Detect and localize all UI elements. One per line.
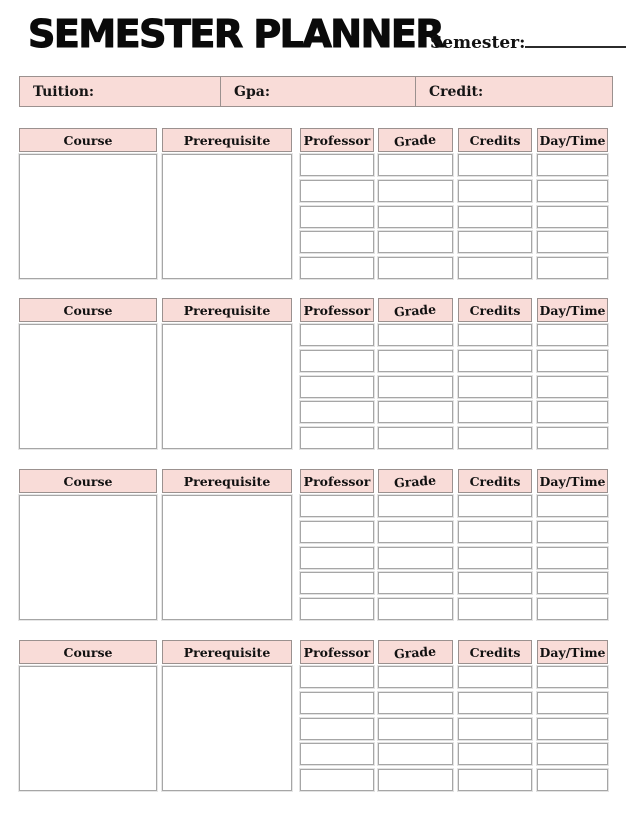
info-cell-tuition[interactable] (20, 77, 220, 106)
course-section-3 (19, 469, 613, 621)
professor-cell[interactable] (300, 598, 374, 620)
day-time-cell[interactable] (537, 743, 608, 765)
day-time-cell[interactable] (537, 350, 608, 372)
course-entry-box[interactable] (19, 495, 157, 620)
day-time-cell[interactable] (537, 324, 608, 346)
column-grade (378, 640, 453, 664)
grade-rows (378, 666, 453, 791)
column-credits (458, 128, 532, 152)
day-time-cell[interactable] (537, 572, 608, 594)
gpa-label: Gpa: (234, 83, 270, 100)
grade-cell[interactable] (378, 257, 453, 279)
credits-rows (458, 154, 532, 279)
credits-cell[interactable] (458, 257, 532, 279)
column-prerequisite (162, 640, 292, 664)
prerequisite-entry-box[interactable] (162, 495, 292, 620)
credits-cell[interactable] (458, 718, 532, 740)
day-time-cell[interactable] (537, 692, 608, 714)
column-header-label: Course (63, 644, 113, 660)
column-header-prerequisite (162, 128, 292, 152)
column-course (19, 640, 157, 664)
column-header-label: Course (63, 302, 113, 318)
grade-cell[interactable] (378, 231, 453, 253)
grade-cell[interactable] (378, 376, 453, 398)
column-header-label: Prerequisite (183, 473, 271, 489)
course-section-2 (19, 298, 613, 450)
column-header-label: Credits (469, 302, 521, 318)
column-header-label: Prerequisite (183, 132, 271, 148)
day-time-cell[interactable] (537, 598, 608, 620)
column-header-credits (458, 469, 532, 493)
column-header-label: Grade (393, 472, 438, 490)
grade-cell[interactable] (378, 692, 453, 714)
professor-cell[interactable] (300, 180, 374, 202)
grade-cell[interactable] (378, 521, 453, 543)
credits-rows (458, 495, 532, 620)
professor-cell[interactable] (300, 521, 374, 543)
grade-cell[interactable] (378, 180, 453, 202)
grade-cell[interactable] (378, 401, 453, 423)
grade-cell[interactable] (378, 666, 453, 688)
professor-cell[interactable] (300, 427, 374, 449)
column-credits (458, 640, 532, 664)
column-header-credits (458, 128, 532, 152)
column-header-professor (300, 128, 374, 152)
grade-cell[interactable] (378, 598, 453, 620)
professor-rows (300, 154, 374, 279)
semester-label: Semester: (430, 33, 526, 53)
column-header-label: Professor (303, 644, 371, 660)
column-header-professor (300, 298, 374, 322)
day-time-cell[interactable] (537, 666, 608, 688)
grade-cell[interactable] (378, 547, 453, 569)
credits-cell[interactable] (458, 572, 532, 594)
day-time-rows (537, 666, 608, 791)
course-section-4 (19, 640, 613, 792)
professor-cell[interactable] (300, 692, 374, 714)
column-header-label: Day/Time (539, 132, 606, 148)
professor-cell[interactable] (300, 572, 374, 594)
column-course (19, 469, 157, 493)
day-time-cell[interactable] (537, 547, 608, 569)
column-professor (300, 298, 374, 322)
column-header-day-time (537, 298, 608, 322)
grade-cell[interactable] (378, 743, 453, 765)
course-entry-box[interactable] (19, 154, 157, 279)
course-entry-box[interactable] (19, 324, 157, 449)
column-course (19, 128, 157, 152)
prerequisite-entry-box[interactable] (162, 324, 292, 449)
professor-cell[interactable] (300, 257, 374, 279)
column-header-label: Credits (469, 132, 521, 148)
column-header-label: Grade (393, 301, 438, 319)
credits-cell[interactable] (458, 324, 532, 346)
column-header-course (19, 640, 157, 664)
column-header-label: Credits (469, 644, 521, 660)
professor-cell[interactable] (300, 206, 374, 228)
column-header-prerequisite (162, 469, 292, 493)
column-header-course (19, 298, 157, 322)
column-professor (300, 128, 374, 152)
column-header-label: Course (63, 473, 113, 489)
professor-rows (300, 324, 374, 449)
credits-cell[interactable] (458, 521, 532, 543)
day-time-cell[interactable] (537, 769, 608, 791)
column-day-time (537, 128, 608, 152)
credits-cell[interactable] (458, 769, 532, 791)
column-grade (378, 128, 453, 152)
prerequisite-entry-box[interactable] (162, 154, 292, 279)
grade-rows (378, 495, 453, 620)
column-header-day-time (537, 128, 608, 152)
credits-cell[interactable] (458, 401, 532, 423)
column-header-prerequisite (162, 298, 292, 322)
grade-cell[interactable] (378, 572, 453, 594)
column-header-label: Grade (393, 131, 438, 149)
grade-cell[interactable] (378, 324, 453, 346)
day-time-cell[interactable] (537, 718, 608, 740)
day-time-cell[interactable] (537, 257, 608, 279)
grade-cell[interactable] (378, 427, 453, 449)
column-header-day-time (537, 469, 608, 493)
professor-cell[interactable] (300, 154, 374, 176)
professor-cell[interactable] (300, 769, 374, 791)
credits-rows (458, 324, 532, 449)
column-day-time (537, 640, 608, 664)
day-time-rows (537, 324, 608, 449)
course-section-1 (19, 128, 613, 280)
credits-cell[interactable] (458, 743, 532, 765)
grade-cell[interactable] (378, 350, 453, 372)
column-header-label: Day/Time (539, 302, 606, 318)
credits-cell[interactable] (458, 427, 532, 449)
column-day-time (537, 298, 608, 322)
column-header-professor (300, 469, 374, 493)
column-header-course (19, 128, 157, 152)
day-time-rows (537, 495, 608, 620)
credits-cell[interactable] (458, 180, 532, 202)
grade-cell[interactable] (378, 769, 453, 791)
column-header-label: Course (63, 132, 113, 148)
day-time-cell[interactable] (537, 376, 608, 398)
column-header-label: Professor (303, 132, 371, 148)
column-header-grade (378, 640, 453, 664)
column-header-label: Credits (469, 473, 521, 489)
credits-cell[interactable] (458, 666, 532, 688)
day-time-cell[interactable] (537, 206, 608, 228)
day-time-cell[interactable] (537, 521, 608, 543)
day-time-cell[interactable] (537, 180, 608, 202)
day-time-cell[interactable] (537, 154, 608, 176)
column-header-label: Day/Time (539, 644, 606, 660)
column-credits (458, 469, 532, 493)
professor-cell[interactable] (300, 231, 374, 253)
grade-rows (378, 324, 453, 449)
professor-cell[interactable] (300, 350, 374, 372)
day-time-cell[interactable] (537, 495, 608, 517)
column-header-label: Professor (303, 302, 371, 318)
column-professor (300, 640, 374, 664)
column-header-label: Professor (303, 473, 371, 489)
column-header-course (19, 469, 157, 493)
column-header-grade (378, 298, 453, 322)
column-prerequisite (162, 128, 292, 152)
credit-label: Credit: (429, 83, 484, 100)
professor-rows (300, 495, 374, 620)
credits-cell[interactable] (458, 350, 532, 372)
tuition-label: Tuition: (33, 83, 95, 100)
page-title: SEMESTER PLANNER (28, 12, 444, 56)
info-cell-credit[interactable] (415, 77, 612, 106)
credits-cell[interactable] (458, 495, 532, 517)
day-time-cell[interactable] (537, 427, 608, 449)
info-bar (19, 76, 613, 107)
column-course (19, 298, 157, 322)
professor-cell[interactable] (300, 743, 374, 765)
column-header-label: Prerequisite (183, 644, 271, 660)
column-header-credits (458, 640, 532, 664)
semester-blank-line[interactable] (525, 35, 626, 48)
column-grade (378, 298, 453, 322)
column-header-label: Day/Time (539, 473, 606, 489)
day-time-cell[interactable] (537, 231, 608, 253)
course-entry-box[interactable] (19, 666, 157, 791)
grade-cell[interactable] (378, 495, 453, 517)
credits-cell[interactable] (458, 692, 532, 714)
credits-cell[interactable] (458, 376, 532, 398)
day-time-cell[interactable] (537, 401, 608, 423)
column-header-day-time (537, 640, 608, 664)
credits-cell[interactable] (458, 547, 532, 569)
grade-rows (378, 154, 453, 279)
professor-cell[interactable] (300, 718, 374, 740)
column-prerequisite (162, 469, 292, 493)
credits-cell[interactable] (458, 206, 532, 228)
column-header-grade (378, 128, 453, 152)
column-header-label: Grade (393, 643, 438, 661)
grade-cell[interactable] (378, 206, 453, 228)
column-header-grade (378, 469, 453, 493)
column-day-time (537, 469, 608, 493)
day-time-rows (537, 154, 608, 279)
professor-cell[interactable] (300, 547, 374, 569)
professor-rows (300, 666, 374, 791)
credits-cell[interactable] (458, 598, 532, 620)
column-header-label: Prerequisite (183, 302, 271, 318)
professor-cell[interactable] (300, 401, 374, 423)
professor-cell[interactable] (300, 666, 374, 688)
column-professor (300, 469, 374, 493)
grade-cell[interactable] (378, 154, 453, 176)
credits-cell[interactable] (458, 231, 532, 253)
professor-cell[interactable] (300, 495, 374, 517)
semester-field (430, 33, 626, 53)
column-header-credits (458, 298, 532, 322)
grade-cell[interactable] (378, 718, 453, 740)
column-header-professor (300, 640, 374, 664)
professor-cell[interactable] (300, 324, 374, 346)
column-header-prerequisite (162, 640, 292, 664)
prerequisite-entry-box[interactable] (162, 666, 292, 791)
professor-cell[interactable] (300, 376, 374, 398)
credits-rows (458, 666, 532, 791)
info-cell-gpa[interactable] (220, 77, 415, 106)
column-credits (458, 298, 532, 322)
column-prerequisite (162, 298, 292, 322)
column-grade (378, 469, 453, 493)
credits-cell[interactable] (458, 154, 532, 176)
